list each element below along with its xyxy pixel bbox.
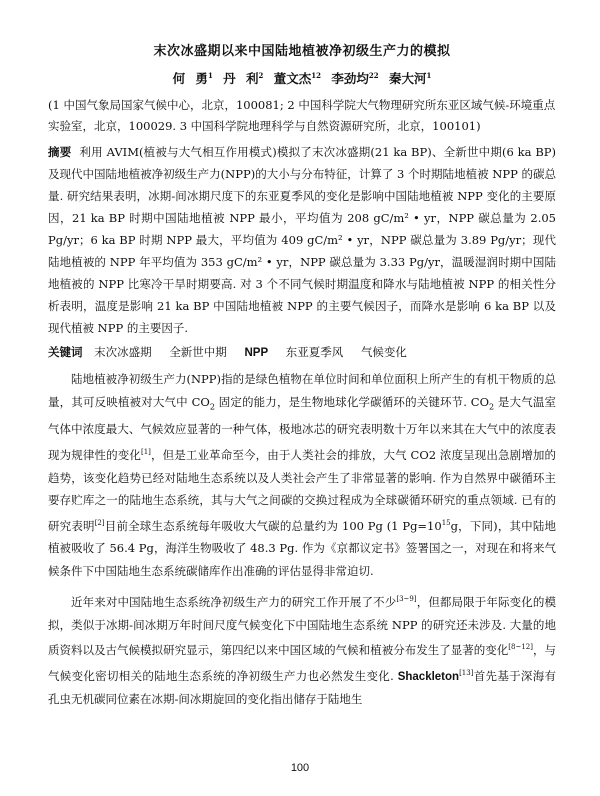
- keyword: 气候变化: [360, 345, 407, 359]
- cited-author: Shackleton: [397, 670, 460, 683]
- author: 秦大河$^1$: [389, 70, 432, 86]
- keywords-label: 关键词: [48, 345, 83, 359]
- abstract: [48, 141, 556, 339]
- citation: [3~9]: [396, 595, 417, 604]
- keyword: NPP: [244, 347, 269, 359]
- page-number: 100: [290, 762, 310, 774]
- paper-title: 末次冰盛期以来中国陆地植被净初级生产力的模拟: [153, 44, 451, 59]
- citation: [1]: [141, 448, 151, 457]
- body-paragraph-2: 近年来对中国陆地生态系统净初级生产力的研究工作开展了不少[3~9]，但都局限于年际变化的模拟，类似于冰期-间冰期万年时间尺度气候变化下中国陆地生态系统 NPP 的研究还未涉及. 大量的地质资料以及古气候模拟研究显示，第四纪以来中国区域的气候和植被分布发生了显著的变化[8~12]，与气候变化密切相关的陆地生态系统的净初级生产力也必然发生变化. Shackleton[13]首先基于深海有孔虫无机碳同位素在冰期-间冰期旋回的变化指出储存于陆地生: [48, 595, 557, 707]
- citation: [8~12]: [508, 643, 533, 652]
- author-list: [48, 69, 556, 87]
- abstract-label: 摘要: [48, 145, 72, 159]
- citation: [2]: [94, 518, 105, 527]
- body-paragraph-1: 陆地植被净初级生产力(NPP)指的是绿色植物在单位时间和单位面积上所产生的有机干物质的总量，其可反映植被对大气中 $CO_2$ 固定的能力，是生物地球化学碳循环的关键环节. $CO_2$ 是大气温室气体中浓度最大、气候效应显著的一种气体，极地冰芯的研究表明数十万年以来其在大气中的浓度表现为规律性的变化[1]，但是工业革命至今，由于人类社会的排放，大气 CO2 浓度呈现出急剧增加的趋势，该变化趋势已经对陆地生态系统以及人类社会产生了非常显著的影响. 作为自然界中碳循环主要存贮库之一的陆地生态系统，其与大气之间碳的交换过程成为全球碳循环研究的重点领域. 已有的研究表明[2]目前全球生态系统每年吸收大气碳的总量约为 100 Pg (1 $Pg=10^{15}g$，下同)，其中陆地植被吸收了 56.4 Pg，海洋生物吸收了 48.3 Pg. 作为《京都议定书》签署国之一，对现在和将来气候条件下中国陆地生态系统碳储库作出准确的评估显得非常迫切.: [48, 372, 557, 578]
- author: 董文杰$^{12}$: [273, 70, 322, 86]
- citation: [13]: [459, 668, 474, 677]
- keyword: 全新世中期: [169, 345, 227, 359]
- author: 丹 利$^2$: [223, 70, 264, 86]
- author: 李劲均$^{22}$: [331, 70, 379, 86]
- affiliations: (1 中国气象局国家气候中心，北京，100081; 2 中国科学院大气物理研究所东亚区域气候-环境重点实验室，北京，100029. 3 中国科学院地理科学与自然资源研究所，北京，100101): [48, 98, 556, 133]
- keyword: 末次冰盛期: [94, 345, 152, 359]
- keyword: 东亚夏季风: [285, 345, 344, 359]
- abstract-text: 利用 AVIM(植被与大气相互作用模式)模拟了末次冰盛期(21 ka BP)、全新世中期(6 ka BP)及现代中国陆地植被净初级生产力(NPP)的大小与分布特征，计算了 3 个时期陆地植被 NPP 的碳总量. 研究结果表明，冰期-间冰期尺度下的东亚夏季风的变化是影响中国陆地植被 NPP 变化的主要原因，21 ka BP 时期中国陆地植被 NPP 最小，平均值为 208 gC/m² • yr，NPP 碳总量为 2.05 Pg/yr；6 ka BP 时期 NPP 最大，平均值为 409 gC/m² • yr，NPP 碳总量为 3.89 Pg/yr；现代陆地植被的 NPP 年平均值为 353 gC/m² • yr，NPP 碳总量为 3.33 Pg/yr，温暖湿润时期中国陆地植被的 NPP 比寒冷干旱时期要高. 对 3 个不同气候时期温度和降水与陆地植被 NPP 的相关性分析表明，温度是影响 21 ka BP 中国陆地植被 NPP 的主要气候因子，而降水是影响 6 ka BP 以及现代植被 NPP 的主要因子.: [48, 145, 557, 335]
- keywords: [48, 341, 556, 364]
- author: 何 勇$^1$: [172, 70, 213, 86]
